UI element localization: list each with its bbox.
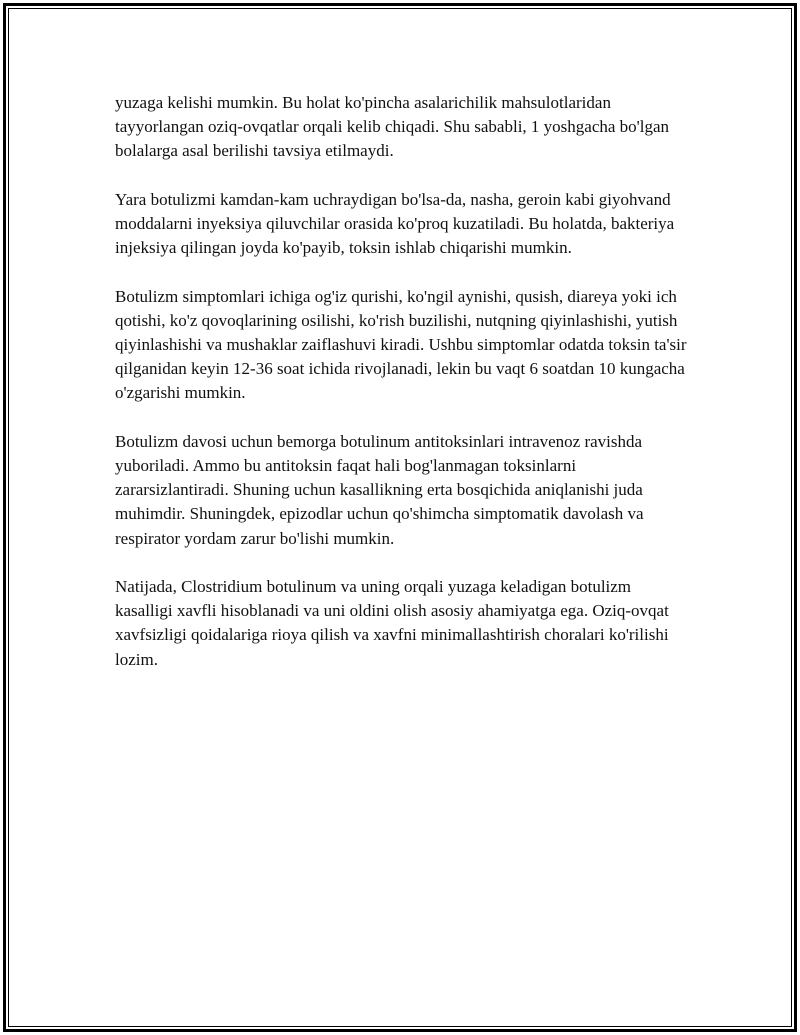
paragraph-infant-botulism-end: yuzaga kelishi mumkin. Bu holat ko'pincha asalarichilik mahsulotlaridan tayyorlangan oziq-ovqatlar orqali kelib chiqadi. Shu sababli, 1 yoshgacha bo'lgan bolalarga asal berilishi tavsiya etilmaydi. xyxy=(115,93,669,161)
paragraph-treatment: Botulizm davosi uchun bemorga botulinum antitoksinlari intravenoz ravishda yuboriladi. Ammo bu antitoksin faqat hali bog'lanmagan toksinlarni zararsizlantiradi. Shuning uchun kasallikning erta bosqichida aniqlanishi juda muhimdir. Shuningdek, epizodlar uchun qo'shimcha simptomatik davolash va respirator yordam zarur bo'lishi mumkin. xyxy=(115,431,644,548)
paragraph-symptoms: Botulizm simptomlari ichiga og'iz qurishi, ko'ngil aynishi, qusish, diareya yoki ich qotishi, ko'z qovoqlarining osilishi, ko'rish buzilishi, nutqning qiyinlashishi, yutish qiyinlashishi va mushaklar zaiflashuvi kiradi. Ushbu simptomlar odatda toksin ta'sir qilganidan keyin 12-36 soat ichida rivojlanadi, lekin bu vaqt 6 soatdan 10 kungacha o'zgarishi mumkin. xyxy=(115,286,687,403)
paragraph-wound-botulism: Yara botulizmi kamdan-kam uchraydigan bo'lsa-da, nasha, geroin kabi giyohvand moddalarni inyeksiya qiluvchilar orasida ko'proq kuzatiladi. Bu holatda, bakteriya injeksiya qilingan joyda ko'payib, toksin ishlab chiqarishi mumkin. xyxy=(115,189,675,258)
document-body xyxy=(115,91,690,696)
paragraph-conclusion: Natijada, Clostridium botulinum va uning orqali yuzaga keladigan botulizm kasalligi xavfli hisoblanadi va uni oldini olish asosiy ahamiyatga ega. Oziq-ovqat xavfsizligi qoidalariga rioya qilish va xavfni minimallashtirish choralari ko'rilishi lozim. xyxy=(115,577,669,669)
